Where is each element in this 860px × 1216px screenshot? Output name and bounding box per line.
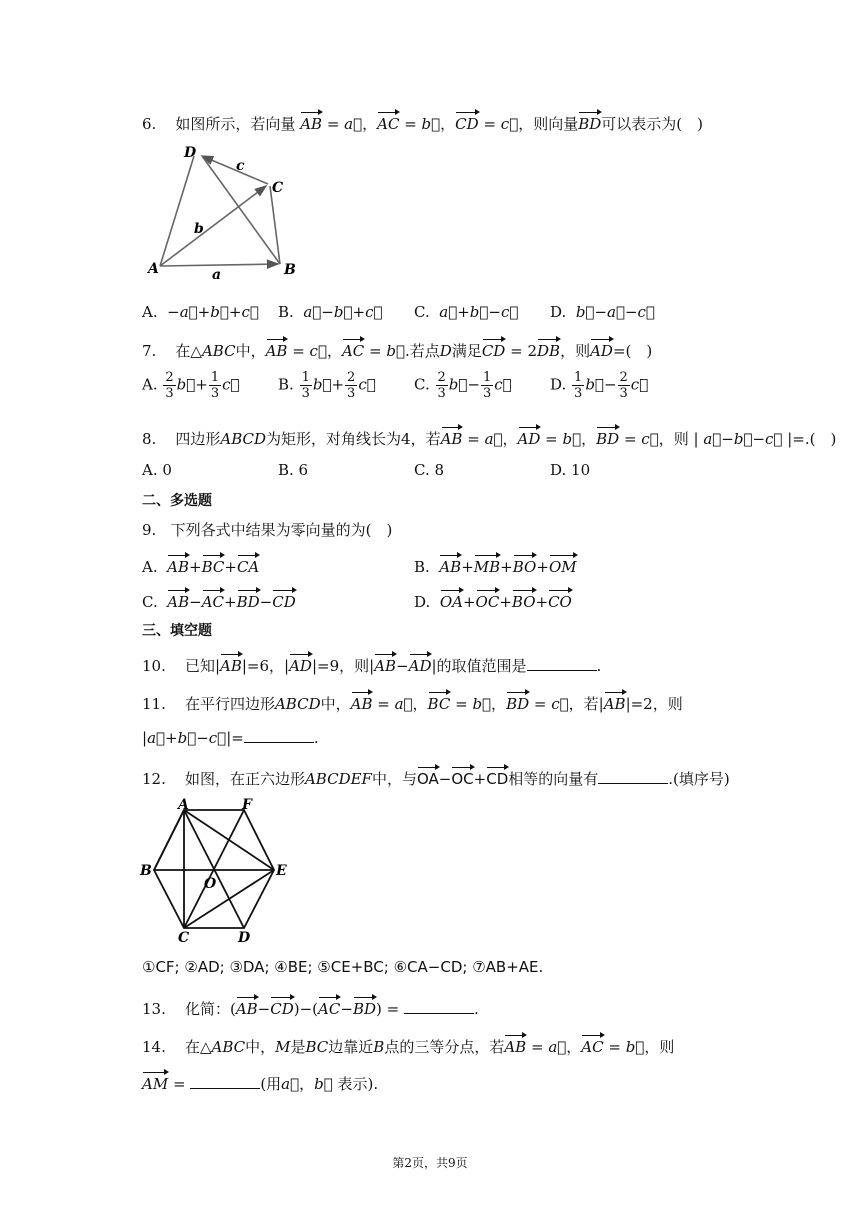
q10-stem: 10. 已知|AB|=6，|AD|=9，则|AB−AD|的取值范围是 . <box>142 652 601 676</box>
q9-option-a: A. AB+BC+CA <box>142 553 259 577</box>
q7-option-c: C. $\frac{2}{3}$ b⃗− $\frac{1}{3}$ c⃗ <box>414 370 512 401</box>
page-footer: 第2页，共9页 <box>392 1156 468 1170</box>
q9-option-b: B. AB+MB+BO+OM <box>414 553 577 577</box>
q6-label-a: A <box>148 261 159 277</box>
q6-figure <box>140 140 320 285</box>
q9-option-c: C. AB−AC+BD−CD <box>142 588 296 612</box>
q6-label-vec-b: b <box>194 221 204 237</box>
q7-option-b: B. $\frac{1}{3}$ b⃗+ $\frac{2}{3}$ c⃗ <box>278 370 376 401</box>
q12-label-c: C <box>178 930 190 943</box>
q12-stem: 12. 如图，在正六边形ABCDEF中，与OA−OC+CD相等的向量有 .(填序号) <box>142 765 730 789</box>
q6-stem: 6. 如图所示，若向量 AB = a⃗，AC = b⃗，CD = c⃗，则向量BD可以表示为( ) <box>142 110 703 134</box>
q12-label-e: E <box>276 863 287 879</box>
q11-answer-blank[interactable] <box>244 728 314 743</box>
q8-option-c: C. 8 <box>414 461 445 479</box>
q12-candidate-answers: ①CF; ②AD; ③DA; ④BE; ⑤CE+BC; ⑥CA−CD; ⑦AB+AE. <box>142 958 544 976</box>
q10-answer-blank[interactable] <box>527 656 597 671</box>
q9-option-d: D. OA+OC+BO+CO <box>414 588 572 612</box>
q6-label-c: C <box>272 180 284 196</box>
q6-label-vec-c: c <box>236 158 245 174</box>
q6-label-b: B <box>284 262 296 278</box>
q11-stem-line2: |a⃗+b⃗−c⃗|= . <box>142 729 319 747</box>
q14-stem-line2: AM = (用a⃗，b⃗ 表示). <box>142 1070 378 1094</box>
q12-answer-blank[interactable] <box>598 769 668 784</box>
q12-label-b: B <box>140 863 152 879</box>
q6-option-b: B. a⃗−b⃗+c⃗ <box>278 303 383 321</box>
q13-stem: 13. 化简：(AB−CD)−(AC−BD) = . <box>142 995 479 1019</box>
section-heading-multi-choice: 二、多选题 <box>142 493 212 509</box>
q7-option-d: D. $\frac{1}{3}$ b⃗− $\frac{2}{3}$ c⃗ <box>550 370 649 401</box>
q6-option-c: C. a⃗+b⃗−c⃗ <box>414 303 519 321</box>
q7-option-a: A. $\frac{2}{3}$ b⃗+ $\frac{1}{3}$ c⃗ <box>142 370 240 401</box>
q12-label-o: O <box>204 876 217 892</box>
q8-option-a: A. 0 <box>142 461 172 479</box>
q8-option-d: D. 10 <box>550 461 591 479</box>
section-heading-fill-blank: 三、填空题 <box>142 623 212 639</box>
q12-label-f: F <box>242 798 252 813</box>
q12-label-a: A <box>178 798 189 813</box>
q12-hexagon-figure <box>138 798 298 943</box>
q13-answer-blank[interactable] <box>404 999 474 1014</box>
q6-option-d: D. b⃗−a⃗−c⃗ <box>550 303 655 321</box>
q8-option-b: B. 6 <box>278 461 309 479</box>
q7-stem: 7. 在△ABC中，AB = c⃗，AC = b⃗.若点D满足CD = 2DB，则AD=( ) <box>142 337 652 361</box>
q6-option-a: A. −a⃗+b⃗+c⃗ <box>142 303 259 321</box>
q14-stem: 14. 在△ABC中，M是BC边靠近B点的三等分点，若AB = a⃗，AC = b⃗，则 <box>142 1033 674 1057</box>
q14-answer-blank[interactable] <box>190 1074 260 1089</box>
q8-stem: 8. 四边形ABCD为矩形，对角线长为4，若AB = a⃗，AD = b⃗，BD = c⃗，则 | a⃗−b⃗−c⃗ |=.( ) <box>142 425 836 449</box>
q6-label-vec-a: a <box>212 267 222 283</box>
q9-stem: 9. 下列各式中结果为零向量的为( ) <box>142 521 393 539</box>
q6-label-d: D <box>184 145 197 161</box>
q12-label-d: D <box>238 930 251 943</box>
q11-stem: 11. 在平行四边形ABCD中，AB = a⃗，BC = b⃗，BD = c⃗，若|AB|=2，则 <box>142 690 683 714</box>
